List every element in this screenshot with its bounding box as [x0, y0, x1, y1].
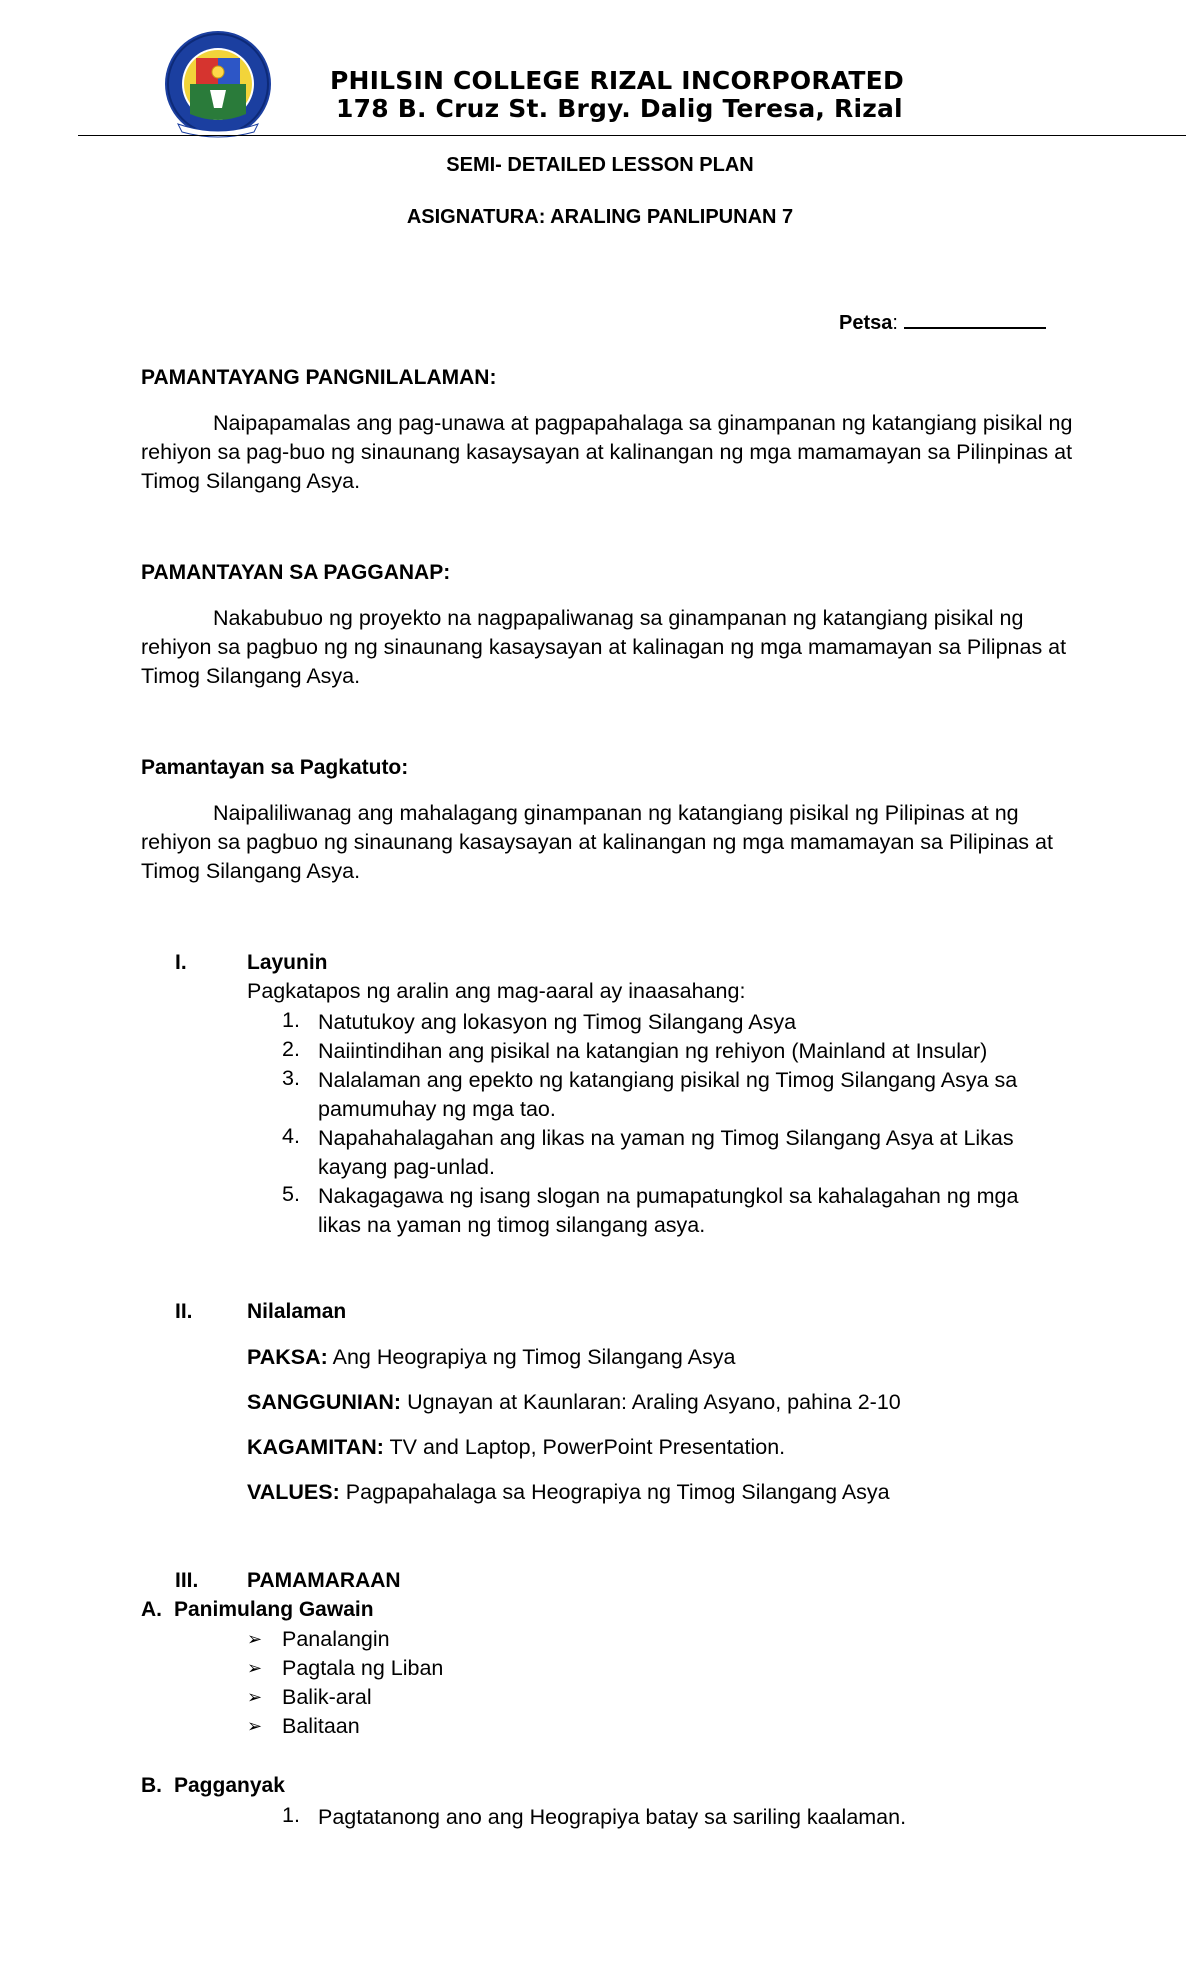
subject-title: ASIGNATURA: ARALING PANLIPUNAN 7 — [406, 206, 794, 228]
topic-label: PAKSA: — [247, 1345, 328, 1369]
content-standard-paragraph: Naipapamalas ang pag-unawa at pagpapahalaga sa ginampanan ng katangiang pisikal ng rehiyon sa pag-buo ng sinaunang kasaysayan at kalinangan ng mga mamamayan sa Pilinpinas at Timog Silangang Asya. — [141, 411, 1073, 493]
objective-item: Natutukoy ang lokasyon ng Timog Silangang Asya — [318, 1010, 797, 1034]
procedure-numeral: III. — [175, 1569, 199, 1592]
school-address: 178 B. Cruz St. Brgy. Dalig Teresa, Rizal — [336, 94, 903, 123]
motivation-item: Pagtatanong ano ang Heograpiya batay sa sariling kaalaman. — [318, 1805, 907, 1829]
objective-item: Naiintindihan ang pisikal na katangian ng rehiyon (Mainland at Insular) — [318, 1039, 988, 1063]
learning-standard-heading: Pamantayan sa Pagkatuto: — [141, 756, 409, 779]
part-b-letter: B. — [141, 1774, 162, 1797]
objectives-heading: Layunin — [247, 951, 328, 974]
content-standard-heading: PAMANTAYANG PANGNILALAMAN: — [141, 366, 497, 389]
header-divider — [78, 135, 1186, 136]
objective-number: 1. — [282, 1008, 300, 1032]
content-standard-text — [141, 409, 1081, 496]
values-line — [247, 1480, 890, 1505]
values-label: VALUES: — [247, 1480, 340, 1504]
content-numeral: II. — [175, 1300, 193, 1323]
school-logo — [150, 28, 286, 140]
motivation-number: 1. — [282, 1803, 300, 1827]
topic-value: Ang Heograpiya ng Timog Silangang Asya — [332, 1345, 736, 1369]
arrow-bullet-icon: ➢ — [247, 1716, 263, 1736]
objective-item: Nalalaman ang epekto ng katangiang pisikal ng Timog Silangang Asya sa pamumuhay ng mga tao. — [318, 1068, 1018, 1121]
performance-standard-heading: PAMANTAYAN SA PAGGANAP: — [141, 561, 451, 584]
materials-label: KAGAMITAN: — [247, 1435, 384, 1459]
performance-standard-text — [141, 604, 1081, 691]
reference-value: Ugnayan at Kaunlaran: Araling Asyano, pahina 2-10 — [407, 1390, 901, 1414]
learning-standard-text — [141, 799, 1081, 886]
objective-number: 2. — [282, 1037, 300, 1061]
objective-number: 5. — [282, 1182, 300, 1206]
date-label: Petsa — [839, 312, 893, 334]
date-colon: : — [892, 312, 898, 334]
date-field — [839, 311, 1046, 335]
objectives-intro: Pagkatapos ng aralin ang mag-aaral ay inaasahang: — [247, 979, 746, 1003]
objective-number: 4. — [282, 1124, 300, 1148]
procedure-heading: PAMAMARAAN — [247, 1569, 401, 1592]
reference-line — [247, 1390, 901, 1415]
activity-item: Panalangin — [282, 1627, 390, 1651]
objectives-numeral: I. — [175, 951, 187, 974]
reference-label: SANGGUNIAN: — [247, 1390, 402, 1414]
objective-number: 3. — [282, 1066, 300, 1090]
content-heading: Nilalaman — [247, 1300, 347, 1323]
activity-item: Balik-aral — [282, 1685, 372, 1709]
arrow-bullet-icon: ➢ — [247, 1658, 263, 1678]
objective-item: Napahahalagahan ang likas na yaman ng Timog Silangang Asya at Likas kayang pag-unlad. — [318, 1126, 1014, 1179]
activity-item: Balitaan — [282, 1714, 360, 1738]
part-a-heading: Panimulang Gawain — [174, 1598, 374, 1621]
values-value: Pagpapahalaga sa Heograpiya ng Timog Silangang Asya — [345, 1480, 890, 1504]
date-blank-line — [904, 311, 1046, 329]
document-title: SEMI- DETAILED LESSON PLAN — [446, 154, 754, 176]
learning-standard-paragraph: Naipaliliwanag ang mahalagang ginampanan ng katangiang pisikal ng Pilipinas at ng rehiyon sa pagbuo ng sinaunang kasaysayan at kalinangan ng mga mamamayan sa Pilipinas at Timog Silangang Asya. — [141, 801, 1053, 883]
objective-item: Nakagagawa ng isang slogan na pumapatungkol sa kahalagahan ng mga likas na yaman ng timog silangang asya. — [318, 1184, 1019, 1237]
part-b-heading: Pagganyak — [174, 1774, 285, 1797]
arrow-bullet-icon: ➢ — [247, 1687, 263, 1707]
materials-line — [247, 1435, 785, 1460]
part-a-letter: A. — [141, 1598, 162, 1621]
materials-value: TV and Laptop, PowerPoint Presentation. — [389, 1435, 786, 1459]
performance-standard-paragraph: Nakabubuo ng proyekto na nagpapaliwanag sa ginampanan ng katangiang pisikal ng rehiyon sa pagbuo ng ng sinaunang kasaysayan at kalinagan ng mga mamamayan sa Pilipnas at Timog Silangang Asya. — [141, 606, 1067, 688]
arrow-bullet-icon: ➢ — [247, 1629, 263, 1649]
school-name: PHILSIN COLLEGE RIZAL INCORPORATED — [330, 66, 904, 95]
topic-line — [247, 1345, 735, 1370]
activity-item: Pagtala ng Liban — [282, 1656, 444, 1680]
